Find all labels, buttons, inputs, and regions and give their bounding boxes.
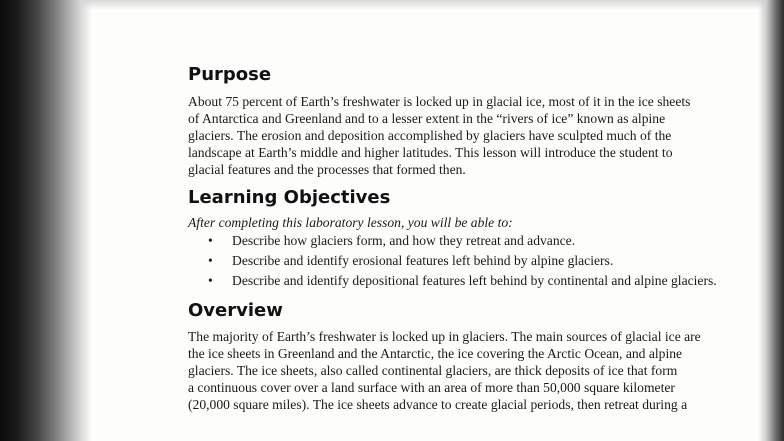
overview-line: The majority of Earth’s freshwater is locked up in glaciers. The main sources of glacial ice are (188, 329, 701, 344)
objective-text: Describe and identify depositional features left behind by continental and alpine glaciers. (232, 273, 717, 288)
purpose-line: About 75 percent of Earth’s freshwater is locked up in glacial ice, most of it in the ice sheets (188, 94, 691, 109)
purpose-line: of Antarctica and Greenland and to a lesser extent in the “rivers of ice” known as alpine (188, 111, 666, 126)
objective-item (188, 271, 784, 291)
objective-item (188, 231, 784, 251)
bullet: • (208, 273, 213, 288)
overview-heading: Overview (188, 300, 283, 321)
overview-line: the ice sheets in Greenland and the Antarctic, the ice covering the Arctic Ocean, and alpine (188, 346, 683, 361)
overview-line: glaciers. The ice sheets, also called continental glaciers, are thick deposits of ice that form (188, 363, 678, 378)
overview-paragraph (188, 328, 784, 413)
purpose-section (188, 64, 784, 178)
objective-text: Describe and identify erosional features left behind by alpine glaciers. (232, 253, 614, 268)
page-content (188, 64, 784, 413)
overview-line: (20,000 square miles). The ice sheets advance to create glacial periods, then retreat during a (188, 397, 688, 412)
purpose-line: landscape at Earth’s middle and higher latitudes. This lesson will introduce the student to (188, 145, 673, 160)
objective-text: Describe how glaciers form, and how they retreat and advance. (232, 233, 576, 248)
bullet: • (208, 253, 213, 268)
bullet: • (208, 233, 213, 248)
overview-section (188, 300, 784, 413)
overview-line: a continuous cover over a land surface with an area of more than 50,000 square kilometer (188, 380, 675, 395)
objectives-section (188, 187, 784, 291)
purpose-paragraph (188, 93, 784, 178)
binding-shadow (0, 0, 92, 441)
objectives-list (188, 231, 784, 291)
purpose-line: glaciers. The erosion and deposition accomplished by glaciers have sculpted much of the (188, 128, 672, 143)
objectives-intro: After completing this laboratory lesson, you will be able to: (188, 215, 513, 230)
objective-item (188, 251, 784, 271)
purpose-line: glacial features and the processes that formed then. (188, 162, 466, 177)
purpose-heading: Purpose (188, 64, 272, 85)
top-edge-shadow (0, 0, 784, 10)
objectives-heading: Learning Objectives (188, 187, 391, 208)
